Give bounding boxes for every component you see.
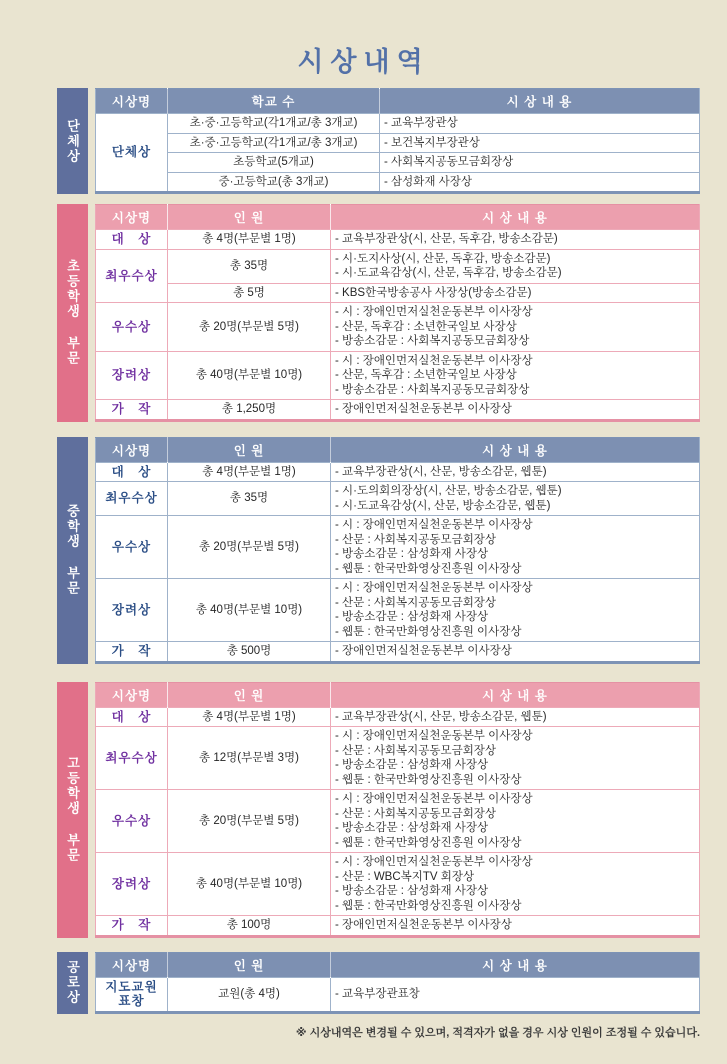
content-line: - 교육부장관상(시, 산문, 독후감, 방송소감문) [335,233,558,245]
content-cell [331,916,700,937]
content-cell [380,133,700,153]
content-line: - 시·도교육감상(시, 산문, 독후감, 방송소감문) [335,267,562,279]
content-line: - 산문 : WBC복지TV 회장상 [335,870,475,883]
award-table [95,204,700,422]
column-header: 인 원 [168,205,331,230]
award-name-cell: 가 작 [96,642,168,663]
content-line: - 장애인먼저실천운동본부 이사장상 [335,403,512,415]
column-header: 시 상 내 용 [331,205,700,230]
header-row [96,682,700,707]
table-row [96,153,700,173]
content-line: - 교육부장관상(시, 산문, 방송소감문, 웹툰) [335,465,547,478]
award-name-cell: 대 상 [96,230,168,250]
content-cell [331,516,700,579]
content-line: - 방송소감문 : 삼성화재 사장상 [335,885,489,897]
table-row [96,977,700,1012]
header-row [96,952,700,977]
count-cell: 중·고등학교(총 3개교) [168,172,380,193]
table-row [96,482,700,516]
count-cell: 총 20명(부문별 5명) [168,303,331,352]
content-cell [331,230,700,250]
count-cell: 총 4명(부문별 1명) [168,462,331,482]
column-header: 학교 수 [168,89,380,114]
content-cell [331,283,700,303]
award-name-cell: 장려상 [96,853,168,916]
content-line: - 웹툰 : 한국만화영상진흥원 이사장상 [335,625,522,638]
content-line: - 방송소감문 : 삼성화재 사장상 [335,548,489,560]
column-header: 시 상 내 용 [331,437,700,462]
content-line: - KBS한국방송공사 사장상(방송소감문) [335,286,532,299]
award-name-cell: 장려상 [96,579,168,642]
content-line: - 웹툰 : 한국만화영상진흥원 이사장상 [335,773,522,786]
count-cell: 총 12명(부문별 3명) [168,727,331,790]
content-line: - 산문 : 사회복지공동모금회장상 [335,533,497,546]
content-cell [331,400,700,421]
content-line: - 방송소감문 : 삼성화재 사장상 [335,759,489,771]
column-header: 인 원 [168,682,331,707]
content-line: - 산문 : 사회복지공동모금회장상 [335,807,497,820]
content-cell [331,579,700,642]
table-row [96,230,700,250]
content-line: - 웹툰 : 한국만화영상진흥원 이사장상 [335,562,522,575]
award-name-cell: 가 작 [96,916,168,937]
content-cell [331,303,700,352]
page-title: 시상내역 [297,47,430,77]
content-cell [331,249,700,283]
column-header: 시상명 [96,89,168,114]
content-line: - 산문 : 사회복지공동모금회장상 [335,744,497,757]
section-middle-school [57,437,700,664]
table-row [96,114,700,134]
content-line: - 시 : 장애인먼저실천운동본부 이사장상 [335,354,533,367]
content-line: - 시·도의회의장상(시, 산문, 방송소감문, 웹툰) [335,485,562,497]
column-header: 인 원 [168,952,331,977]
section-side-label: 초등학생 부문 [57,204,88,422]
table-row [96,133,700,153]
content-line: - 삼성화재 사장상 [384,175,472,188]
content-line: - 웹툰 : 한국만화영상진흥원 이사장상 [335,836,522,849]
award-name-cell: 우수상 [96,790,168,853]
count-cell: 총 100명 [168,916,331,937]
content-line: - 웹툰 : 한국만화영상진흥원 이사장상 [335,899,522,912]
count-cell: 초·중·고등학교(각1개교/총 3개교) [168,114,380,134]
content-line: - 교육부장관표창 [335,987,420,1000]
footnote: ※ 시상내역은 변경될 수 있으며, 적격자가 없을 경우 시상 인원이 조정될 수 있습니다. [295,1026,700,1039]
count-cell: 교원(총 4명) [168,977,331,1012]
count-cell: 총 35명 [168,249,331,283]
count-cell: 총 20명(부문별 5명) [168,790,331,853]
award-name-cell: 장려상 [96,351,168,400]
content-cell [331,462,700,482]
section-side-label: 고등학생 부문 [57,682,88,938]
section-side-label: 단체상 [57,88,88,194]
sections [57,88,700,1014]
count-cell: 총 1,250명 [168,400,331,421]
table-row [96,579,700,642]
award-name-cell: 우수상 [96,516,168,579]
content-line: - 방송소감문 : 사회복지공동모금회장상 [335,383,530,396]
content-line: - 시·도교육감상(시, 산문, 방송소감문, 웹툰) [335,499,551,512]
award-table [95,437,700,664]
content-line: - 시 : 장애인먼저실천운동본부 이사장상 [335,730,533,742]
content-cell [380,114,700,134]
award-table [95,952,700,1014]
section-high-school [57,682,700,938]
table-row [96,516,700,579]
section-side-label: 중학생 부문 [57,437,88,664]
table-row [96,462,700,482]
section-merit-award [57,952,700,1014]
column-header: 시상명 [96,205,168,230]
content-cell [331,707,700,727]
content-line: - 교육부장관상 [384,117,458,129]
content-line: - 산문 : 사회복지공동모금회장상 [335,596,497,609]
award-table [95,88,700,194]
content-line: - 방송소감문 : 사회복지공동모금회장상 [335,335,530,347]
header-row [96,89,700,114]
table-row [96,283,700,303]
table-row [96,642,700,663]
content-cell [331,977,700,1012]
column-header: 시상명 [96,952,168,977]
content-line: - 시 : 장애인먼저실천운동본부 이사장상 [335,306,533,318]
column-header: 시상명 [96,437,168,462]
content-line: - 장애인먼저실천운동본부 이사장상 [335,919,512,931]
content-line: - 보건복지부장관상 [384,136,480,149]
section-side-label: 공로상 [57,952,88,1014]
award-name-cell: 최우수상 [96,249,168,303]
header-row [96,205,700,230]
count-cell: 총 40명(부문별 10명) [168,853,331,916]
award-name-cell: 단체상 [96,114,168,193]
award-name-cell: 대 상 [96,707,168,727]
award-name-cell: 가 작 [96,400,168,421]
content-cell [331,351,700,400]
content-line: - 시 : 장애인먼저실천운동본부 이사장상 [335,519,533,531]
table-row [96,249,700,283]
content-cell [331,482,700,516]
content-cell [331,727,700,790]
column-header: 시상명 [96,682,168,707]
count-cell: 초등학교(5개교) [168,153,380,173]
content-line: - 시 : 장애인먼저실천운동본부 이사장상 [335,582,533,594]
award-name-cell: 우수상 [96,303,168,352]
header-row [96,437,700,462]
table-row [96,707,700,727]
count-cell: 총 20명(부문별 5명) [168,516,331,579]
content-line: - 교육부장관상(시, 산문, 방송소감문, 웹툰) [335,710,547,723]
content-cell [331,790,700,853]
table-row [96,351,700,400]
count-cell: 총 500명 [168,642,331,663]
column-header: 시 상 내 용 [331,682,700,707]
count-cell: 총 40명(부문별 10명) [168,579,331,642]
award-name-cell: 지도교원표창 [96,977,168,1012]
column-header: 인 원 [168,437,331,462]
section-group-award [57,88,700,194]
content-line: - 산문, 독후감 : 소년한국일보 사장상 [335,320,517,333]
count-cell: 총 4명(부문별 1명) [168,230,331,250]
content-line: - 시·도지사상(시, 산문, 독후감, 방송소감문) [335,252,551,265]
column-header: 시 상 내 용 [380,89,700,114]
count-cell: 총 5명 [168,283,331,303]
count-cell: 초·중·고등학교(각1개교/총 3개교) [168,133,380,153]
content-cell [380,153,700,173]
content-cell [380,172,700,193]
table-row [96,727,700,790]
award-name-cell: 최우수상 [96,482,168,516]
table-row [96,853,700,916]
content-line: - 사회복지공동모금회장상 [384,156,514,168]
table-row [96,400,700,421]
content-cell [331,642,700,663]
content-line: - 방송소감문 : 삼성화재 사장상 [335,611,489,623]
content-line: - 산문, 독후감 : 소년한국일보 사장상 [335,369,517,381]
content-line: - 시 : 장애인먼저실천운동본부 이사장상 [335,793,533,805]
content-line: - 장애인먼저실천운동본부 이사장상 [335,645,512,657]
table-row [96,916,700,937]
count-cell: 총 40명(부문별 10명) [168,351,331,400]
table-row [96,303,700,352]
award-name-cell: 대 상 [96,462,168,482]
award-name-cell: 최우수상 [96,727,168,790]
content-line: - 방송소감문 : 삼성화재 사장상 [335,822,489,834]
content-cell [331,853,700,916]
column-header: 시 상 내 용 [331,952,700,977]
count-cell: 총 4명(부문별 1명) [168,707,331,727]
count-cell: 총 35명 [168,482,331,516]
table-row [96,172,700,193]
section-elementary [57,204,700,422]
table-row [96,790,700,853]
award-table [95,682,700,938]
content-line: - 시 : 장애인먼저실천운동본부 이사장상 [335,856,533,868]
